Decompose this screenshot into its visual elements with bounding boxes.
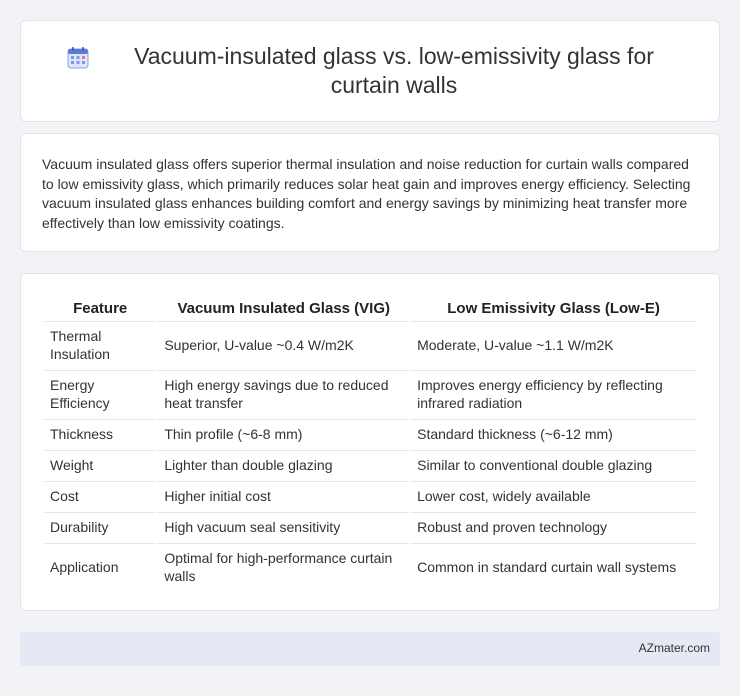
table-cell-vig: High vacuum seal sensitivity — [158, 512, 409, 541]
table-row — [44, 419, 696, 448]
table-row — [44, 543, 696, 590]
table-cell-low-e: Robust and proven technology — [411, 512, 696, 541]
intro-text: Vacuum insulated glass offers superior thermal insulation and noise reduction for curtain walls compared to low emissivity glass, which primarily reduces solar heat gain and improves energy efficiency. Selecting vacuum insulated glass enhances building comfort and energy savings by minimizing heat transfer more effectively than low emissivity coatings. — [42, 156, 691, 231]
title-wrap — [21, 21, 719, 121]
table-row — [44, 370, 696, 417]
table-cell-feature: Durability — [44, 512, 156, 541]
table-cell-feature: Thickness — [44, 419, 156, 448]
footer-brand[interactable]: AZmater.com — [638, 641, 710, 655]
table-cell-feature: Energy Efficiency — [44, 370, 156, 417]
table-row — [44, 512, 696, 541]
table-cell-feature: Weight — [44, 450, 156, 479]
table-cell-vig: Optimal for high-performance curtain walls — [158, 543, 409, 590]
title-card — [20, 20, 720, 122]
table-cell-low-e: Improves energy efficiency by reflecting infrared radiation — [411, 370, 696, 417]
table-cell-feature: Cost — [44, 481, 156, 510]
table-cell-low-e: Common in standard curtain wall systems — [411, 543, 696, 590]
header-low-e: Low Emissivity Glass (Low-E) — [447, 300, 660, 317]
header-feature: Feature — [73, 300, 128, 317]
table-cell-low-e: Lower cost, widely available — [411, 481, 696, 510]
table-cell-feature: Thermal Insulation — [44, 321, 156, 368]
table-cell-vig: Superior, U-value ~0.4 W/m2K — [158, 321, 409, 368]
table-row — [44, 321, 696, 368]
comparison-card — [20, 273, 720, 611]
table-cell-vig: Thin profile (~6-8 mm) — [158, 419, 409, 448]
table-row — [44, 481, 696, 510]
table-cell-low-e: Standard thickness (~6-12 mm) — [411, 419, 696, 448]
table-cell-low-e: Moderate, U-value ~1.1 W/m2K — [411, 321, 696, 368]
comparison-table — [42, 293, 698, 592]
page-title: Vacuum-insulated glass vs. low-emissivity glass for curtain walls — [134, 43, 654, 98]
table-row — [44, 450, 696, 479]
table-cell-vig: High energy savings due to reduced heat transfer — [158, 370, 409, 417]
table-cell-vig: Higher initial cost — [158, 481, 409, 510]
table-cell-feature: Application — [44, 543, 156, 590]
header-vig: Vacuum Insulated Glass (VIG) — [177, 300, 391, 317]
table-cell-low-e: Similar to conventional double glazing — [411, 450, 696, 479]
intro-card — [20, 133, 720, 252]
calendar-icon — [66, 46, 90, 70]
footer-bar — [20, 632, 720, 666]
table-cell-vig: Lighter than double glazing — [158, 450, 409, 479]
table-header-row — [44, 295, 696, 319]
